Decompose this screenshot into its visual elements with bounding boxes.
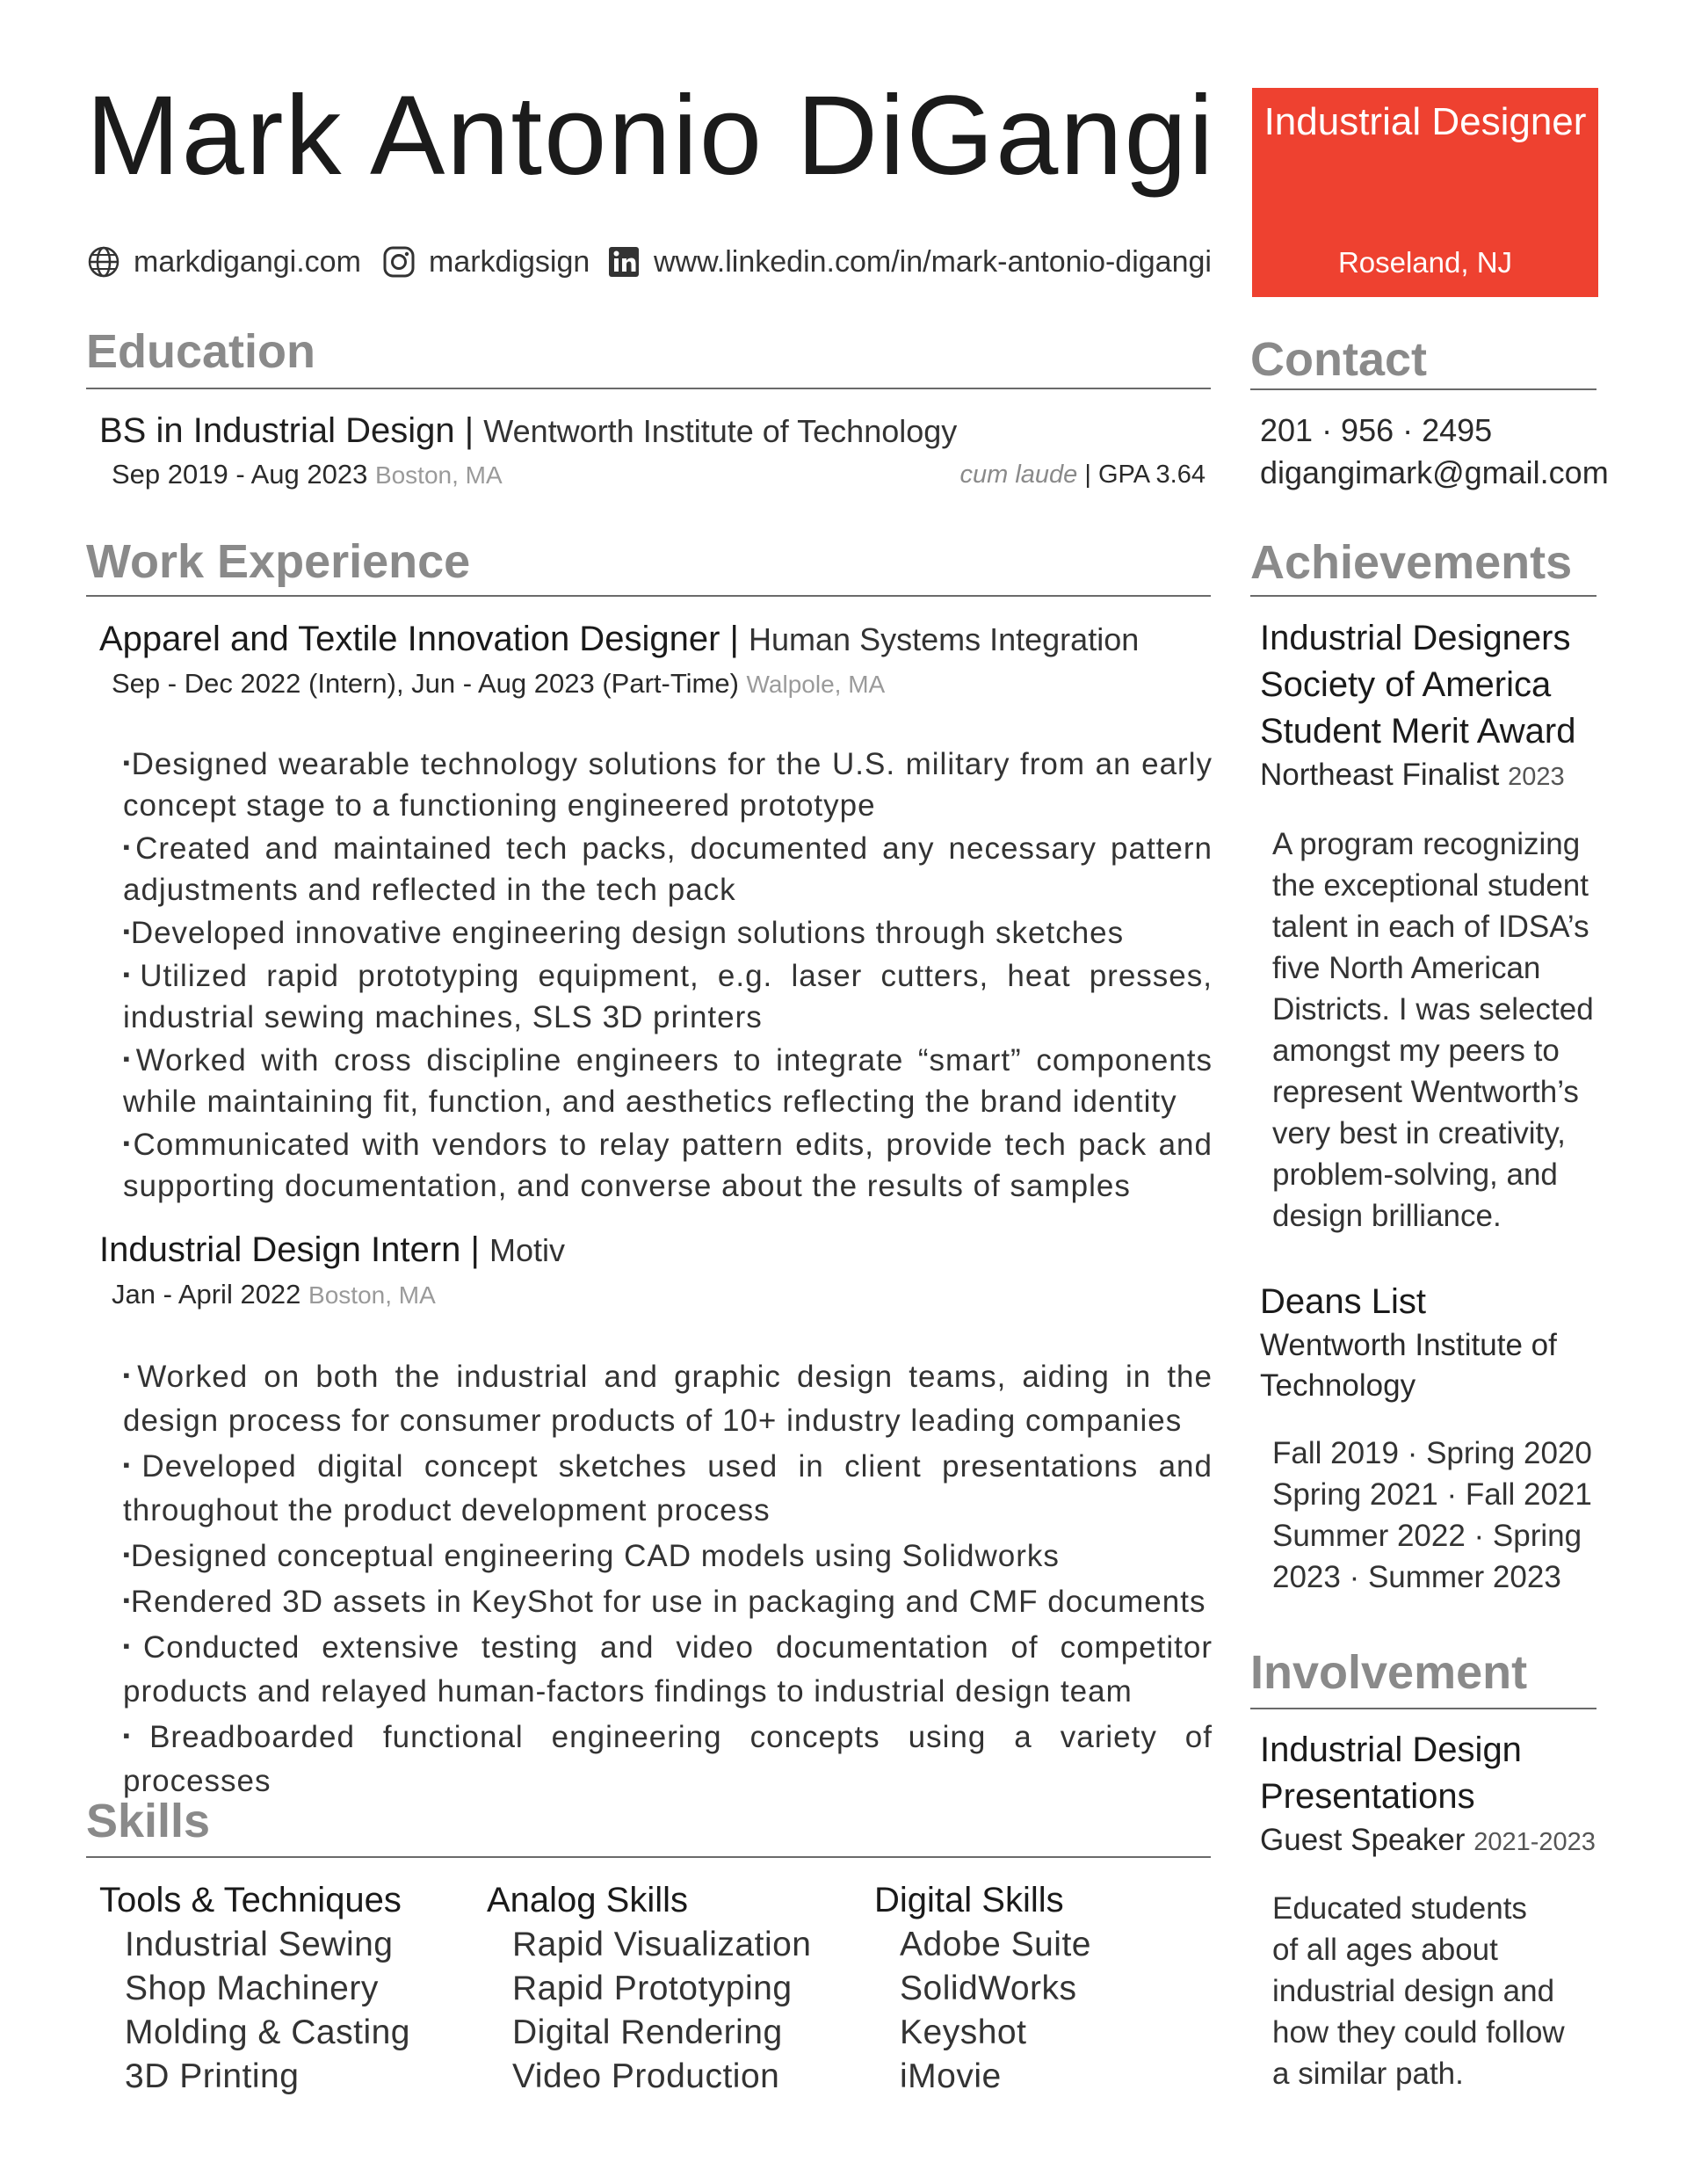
job-dates: Jan - April 2022 xyxy=(112,1279,301,1310)
deans-list-school-line: Technology xyxy=(1260,1368,1416,1403)
job-bullet: ▪ Developed innovative engineering design solutions through sketches xyxy=(123,911,1213,954)
skill-item: Industrial Sewing xyxy=(125,1926,394,1963)
award-description-line: talent in each of IDSA’s xyxy=(1272,910,1589,944)
skill-item: Adobe Suite xyxy=(900,1926,1092,1963)
deans-list-term-line: Summer 2022 · Spring xyxy=(1272,1519,1582,1553)
award-description-line: design brilliance. xyxy=(1272,1199,1502,1233)
job-bullet: ▪ Conducted extensive testing and video documentation of competitor products and relayed human-factors findings to industrial design team xyxy=(123,1624,1213,1714)
skill-item: SolidWorks xyxy=(900,1970,1077,2007)
involvement-title-line: Industrial Design xyxy=(1260,1731,1522,1769)
job-bullet: ▪ Utilized rapid prototyping equipment, e.g. laser cutters, heat presses, industrial sewing machines, SLS 3D printers xyxy=(123,954,1213,1038)
skill-column xyxy=(874,1883,1091,2099)
deans-list-term-line: Fall 2019 · Spring 2020 xyxy=(1272,1436,1592,1470)
degree-line xyxy=(99,411,957,451)
award-title-line: Society of America xyxy=(1260,665,1552,704)
instagram-text: markdigsign xyxy=(429,244,590,279)
separator: | xyxy=(729,620,739,658)
role-banner xyxy=(1252,88,1598,297)
job-dates-line xyxy=(112,1279,436,1310)
education-dates-line xyxy=(112,459,503,490)
job-dates: Sep - Dec 2022 (Intern), Jun - Aug 2023 (Part-Time) xyxy=(112,668,739,699)
skills-rule xyxy=(86,1856,1211,1858)
award-block xyxy=(1260,615,1575,797)
involvement-description-line: a similar path. xyxy=(1272,2057,1464,2091)
skill-item: Molding & Casting xyxy=(125,2013,410,2051)
award-description-line: Districts. I was selected xyxy=(1272,992,1594,1027)
education-dates: Sep 2019 - Aug 2023 xyxy=(112,459,368,490)
job-bullet: ▪ Designed wearable technology solutions for the U.S. military from an early concept stage to a functioning engineered prototype xyxy=(123,742,1213,826)
job-location: Boston, MA xyxy=(308,1281,436,1309)
skill-column xyxy=(99,1883,410,2099)
job-dates-line xyxy=(112,668,885,700)
home-location: Roseland, NJ xyxy=(1337,246,1513,279)
award-description-line: five North American xyxy=(1272,951,1541,985)
involvement-description-line: industrial design and xyxy=(1272,1974,1555,2008)
globe-icon xyxy=(86,244,121,279)
involvement-title-line: Presentations xyxy=(1260,1777,1475,1816)
job-bullet: ▪ Designed conceptual engineering CAD models using Solidworks xyxy=(123,1533,1213,1578)
separator: | xyxy=(470,1230,480,1269)
role-title: Industrial Designer xyxy=(1263,100,1587,143)
award-level: Northeast Finalist xyxy=(1260,758,1500,792)
skill-item: Rapid Prototyping xyxy=(512,1970,793,2007)
deans-list-term-line: Spring 2021 · Fall 2021 xyxy=(1272,1477,1592,1512)
skill-column xyxy=(487,1883,812,2099)
job-bullet: ▪ Created and maintained tech packs, documented any necessary pattern adjustments and reflected in the tech pack xyxy=(123,826,1213,911)
job-title: Industrial Design Intern xyxy=(99,1230,461,1269)
work-rule xyxy=(86,595,1211,597)
job-title: Apparel and Textile Innovation Designer xyxy=(99,620,720,658)
resume-name: Mark Antonio DiGangi xyxy=(86,73,1216,199)
award-description xyxy=(1272,824,1594,1237)
award-year: 2023 xyxy=(1508,763,1565,791)
instagram-icon xyxy=(381,244,416,279)
achievements-heading: Achievements xyxy=(1250,536,1573,589)
award-description-line: A program recognizing xyxy=(1272,827,1581,861)
deans-list-block xyxy=(1260,1279,1557,1406)
skill-item: Shop Machinery xyxy=(125,1970,379,2007)
skills-heading: Skills xyxy=(86,1795,211,1847)
website-text: markdigangi.com xyxy=(134,244,361,279)
job-bullet: ▪ Developed digital concept sketches used in client presentations and throughout the product development process xyxy=(123,1443,1213,1533)
contact-rule xyxy=(1250,388,1596,390)
job-bullet: ▪ Breadboarded functional engineering concepts using a variety of processes xyxy=(123,1714,1213,1803)
award-description-line: the exceptional student xyxy=(1272,868,1589,903)
award-description-line: amongst my peers to xyxy=(1272,1034,1560,1068)
involvement-years: 2021-2023 xyxy=(1473,1828,1596,1856)
linkedin-link[interactable] xyxy=(606,244,1212,279)
involvement-description-line: how they could follow xyxy=(1272,2015,1565,2050)
involvement-description-line: of all ages about xyxy=(1272,1933,1498,1967)
email-link[interactable]: digangimark@gmail.com xyxy=(1260,454,1609,490)
deans-list-term-line: 2023 · Summer 2023 xyxy=(1272,1560,1561,1594)
education-location: Boston, MA xyxy=(374,461,503,489)
job-bullet-list xyxy=(123,1353,1213,1803)
involvement-role: Guest Speaker xyxy=(1260,1823,1466,1857)
award-description-line: represent Wentworth’s xyxy=(1272,1075,1579,1109)
website-link[interactable] xyxy=(86,244,361,279)
involvement-description xyxy=(1272,1888,1565,2094)
skill-column-title: Digital Skills xyxy=(874,1881,1064,1919)
skill-column-title: Tools & Techniques xyxy=(99,1881,402,1919)
linkedin-text: www.linkedin.com/in/mark-antonio-digangi xyxy=(654,244,1212,279)
education-heading: Education xyxy=(86,325,316,378)
job-bullet-list xyxy=(123,742,1213,1207)
job-bullet: ▪ Worked on both the industrial and graphic design teams, aiding in the design process for consumer products of 10+ industry leading companies xyxy=(123,1353,1213,1443)
award-description-line: very best in creativity, xyxy=(1272,1116,1566,1150)
skill-item: iMovie xyxy=(900,2057,1002,2095)
job-title-line xyxy=(99,1230,565,1270)
job-title-line xyxy=(99,620,1139,659)
linkedin-icon xyxy=(606,244,641,279)
skill-item: Digital Rendering xyxy=(512,2013,783,2051)
instagram-link[interactable] xyxy=(381,244,590,279)
job-company: Motiv xyxy=(489,1232,565,1268)
award-title-line: Student Merit Award xyxy=(1260,712,1576,751)
gpa-line xyxy=(960,461,1206,490)
job-location: Walpole, MA xyxy=(746,671,886,698)
involvement-description-line: Educated students xyxy=(1272,1891,1527,1926)
education-rule xyxy=(86,388,1211,389)
degree: BS in Industrial Design xyxy=(99,411,455,450)
skill-item: Rapid Visualization xyxy=(512,1926,812,1963)
gpa-separator: | xyxy=(1084,461,1091,489)
award-subtitle xyxy=(1260,755,1575,797)
skill-item: Keyshot xyxy=(900,2013,1027,2051)
skill-item: 3D Printing xyxy=(125,2057,300,2095)
deans-list-school-line: Wentworth Institute of xyxy=(1260,1328,1557,1362)
job-bullet: ▪ Communicated with vendors to relay pattern edits, provide tech pack and supporting documentation, and converse about the results of samples xyxy=(123,1122,1213,1207)
involvement-heading: Involvement xyxy=(1250,1646,1528,1699)
award-description-line: problem-solving, and xyxy=(1272,1157,1558,1192)
skill-item: Video Production xyxy=(512,2057,780,2095)
award-title-line: Industrial Designers xyxy=(1260,619,1571,657)
involvement-role-line xyxy=(1260,1820,1596,1862)
school: Wentworth Institute of Technology xyxy=(483,413,958,449)
honors: cum laude xyxy=(959,461,1078,489)
work-heading: Work Experience xyxy=(86,535,471,588)
job-bullet: ▪ Rendered 3D assets in KeyShot for use in packaging and CMF documents xyxy=(123,1578,1213,1624)
contact-heading: Contact xyxy=(1250,333,1427,386)
achievements-rule xyxy=(1250,595,1596,597)
skill-column-title: Analog Skills xyxy=(487,1881,689,1919)
deans-list-title: Deans List xyxy=(1260,1282,1426,1321)
deans-list-terms xyxy=(1272,1433,1592,1598)
gpa: GPA 3.64 xyxy=(1098,461,1206,489)
phone-number: 201 · 956 · 2495 xyxy=(1260,412,1493,448)
involvement-block xyxy=(1260,1727,1596,1862)
separator: | xyxy=(464,411,474,450)
involvement-rule xyxy=(1250,1708,1596,1709)
job-bullet: ▪ Worked with cross discipline engineers to integrate “smart” components while maintaining fit, function, and aesthetics reflecting the brand identity xyxy=(123,1038,1213,1122)
job-company: Human Systems Integration xyxy=(749,621,1140,657)
